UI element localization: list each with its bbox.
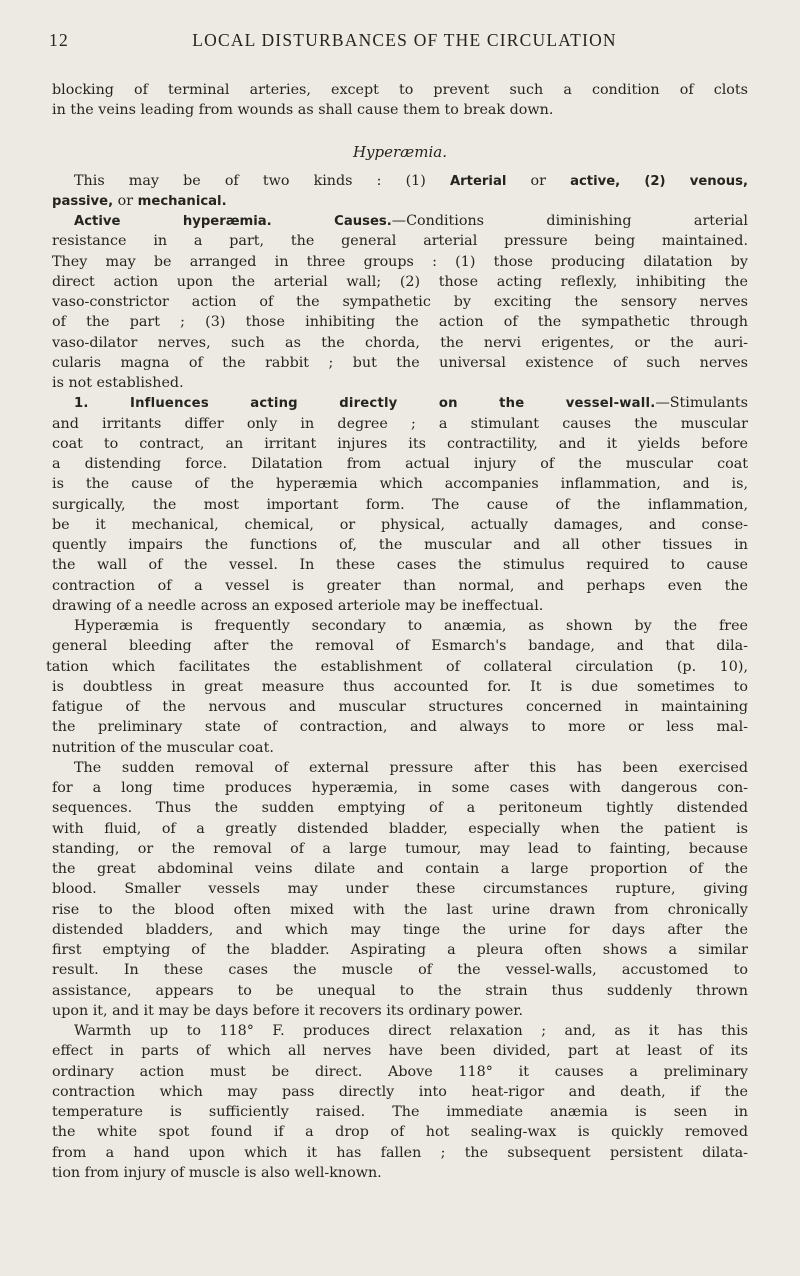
page-number: 12 [49, 30, 69, 50]
running-head [49, 30, 748, 54]
bold-term: active, (2) venous, [570, 173, 748, 189]
text-line: be it mechanical, chemical, or physical, actually damages, and conse- [52, 516, 748, 533]
text-line: assistance, appears to be unequal to the strain thus suddenly thrown [52, 982, 748, 999]
text-run: This may be of two kinds : (1) [74, 172, 450, 189]
text-line: vaso-dilator nerves, such as the chorda, the nervi erigentes, or the auri- [52, 334, 748, 351]
text-line: result. In these cases the muscle of the vessel-walls, accustomed to [52, 962, 748, 979]
text-line [52, 191, 748, 211]
text-line: upon it, and it may be days before it recovers its ordinary power. [52, 1002, 524, 1019]
text-line: the white spot found if a drop of hot sealing-wax is quickly removed [52, 1124, 748, 1141]
text-line: general bleeding after the removal of Esmarch's bandage, and that dila- [52, 638, 748, 655]
text-line [52, 171, 748, 191]
text-line: and irritants differ only in degree ; a stimulant causes the muscular [52, 415, 748, 432]
text-line: contraction which may pass directly into heat-rigor and death, if the [52, 1083, 748, 1100]
text-line: fatigue of the nervous and muscular structures concerned in maintaining [52, 699, 748, 715]
text-line [52, 393, 748, 413]
intro-paragraph [52, 80, 748, 121]
section-heading: Hyperæmia. [352, 142, 448, 161]
secondary-hyperaemia-paragraph [46, 616, 748, 758]
text-run: —Stimulants [655, 395, 748, 412]
text-line: Hyperæmia is frequently secondary to anæmia, as shown by the free [74, 618, 748, 634]
text-line: blocking of terminal arteries, except to prevent such a condition of clots [52, 82, 748, 98]
text-line: drawing of a needle across an exposed arteriole may be ineffectual. [52, 597, 544, 614]
text-line: of the part ; (3) those inhibiting the action of the sympathetic through [52, 314, 748, 331]
text-line: nutrition of the muscular coat. [52, 739, 274, 756]
text-line: sequences. Thus the sudden emptying of a peritoneum tightly distended [52, 800, 748, 817]
text-line: ordinary action must be direct. Above 118° it causes a preliminary [52, 1063, 748, 1080]
text-line [52, 211, 748, 231]
text-line: coat to contract, an irritant injures its contractility, and it yields before [52, 435, 748, 452]
text-run: or [506, 172, 571, 189]
text-line: The sudden removal of external pressure after this has been exercised [74, 759, 748, 776]
text-line: distended bladders, and which may tinge the urine for days after the [52, 921, 748, 938]
text-line: tion from injury of muscle is also well-known. [52, 1164, 382, 1181]
text-line: rise to the blood often mixed with the last urine drawn from chronically [52, 901, 748, 918]
text-line: in the veins leading from wounds as shall cause them to break down. [52, 102, 554, 119]
text-line: is not established. [52, 375, 184, 391]
bold-term: Arterial [449, 173, 507, 189]
text-line: quently impairs the functions of, the muscular and all other tissues in [52, 537, 748, 553]
kinds-paragraph [52, 171, 748, 212]
text-line: is the cause of the hyperæmia which accompanies inflammation, and is, [52, 476, 748, 493]
text-run: or [113, 192, 138, 209]
text-line: contraction of a vessel is greater than normal, and perhaps even the [52, 577, 748, 594]
text-line: for a long time produces hyperæmia, in some cases with dangerous con- [52, 780, 748, 796]
text-line: first emptying of the bladder. Aspirating a pleura often shows a similar [52, 942, 748, 958]
pressure-paragraph [52, 758, 748, 1021]
active-hyperaemia-paragraph [52, 211, 748, 393]
text-line: the great abdominal veins dilate and contain a large proportion of the [52, 861, 748, 877]
text-line: the wall of the vessel. In these cases the stimulus required to cause [52, 557, 748, 574]
text-line: vaso-constrictor action of the sympathetic by exciting the sensory nerves [52, 294, 748, 310]
running-title: LOCAL DISTURBANCES OF THE CIRCULATION [192, 30, 617, 50]
text-line: They may be arranged in three groups : (1) those producing dilatation by [52, 253, 748, 270]
text-line: the preliminary state of contraction, and always to more or less mal- [52, 719, 748, 736]
bold-heading: 1. Influences acting directly on the vessel-wall. [74, 396, 656, 412]
text-line: from a hand upon which it has fallen ; the subsequent persistent dilata- [52, 1144, 748, 1161]
text-line: effect in parts of which all nerves have been divided, part at least of its [52, 1043, 748, 1060]
text-line: Warmth up to 118° F. produces direct relaxation ; and, as it has this [74, 1023, 748, 1039]
text-line: is doubtless in great measure thus accounted for. It is due sometimes to [52, 678, 748, 695]
bold-term: Active hyperæmia. Causes. [74, 214, 392, 229]
text-line: temperature is sufficiently raised. The immediate anæmia is seen in [52, 1104, 748, 1120]
warmth-paragraph [52, 1021, 748, 1183]
text-line: standing, or the removal of a large tumour, may lead to fainting, because [52, 840, 748, 857]
text-line: resistance in a part, the general arterial pressure being maintained. [52, 233, 748, 250]
text-line: cularis magna of the rabbit ; but the universal existence of such nerves [52, 354, 748, 371]
text-line: a distending force. Dilatation from actual injury of the muscular coat [52, 456, 748, 472]
text-run: —Conditions diminishing arterial [391, 213, 748, 229]
text-line: with fluid, of a greatly distended bladder, especially when the patient is [52, 820, 748, 837]
text-line: blood. Smaller vessels may under these circumstances rupture, giving [52, 881, 748, 898]
text-line: tation which facilitates the establishment of collateral circulation (p. 10), [46, 658, 748, 675]
bold-term: mechanical. [137, 193, 227, 209]
bold-term: passive, [52, 193, 114, 209]
body-text [46, 80, 748, 1183]
text-line: direct action upon the arterial wall; (2) those acting reflexly, inhibiting the [52, 273, 748, 290]
text-line: surgically, the most important form. The cause of the inflammation, [52, 496, 748, 513]
influences-paragraph [52, 393, 748, 616]
